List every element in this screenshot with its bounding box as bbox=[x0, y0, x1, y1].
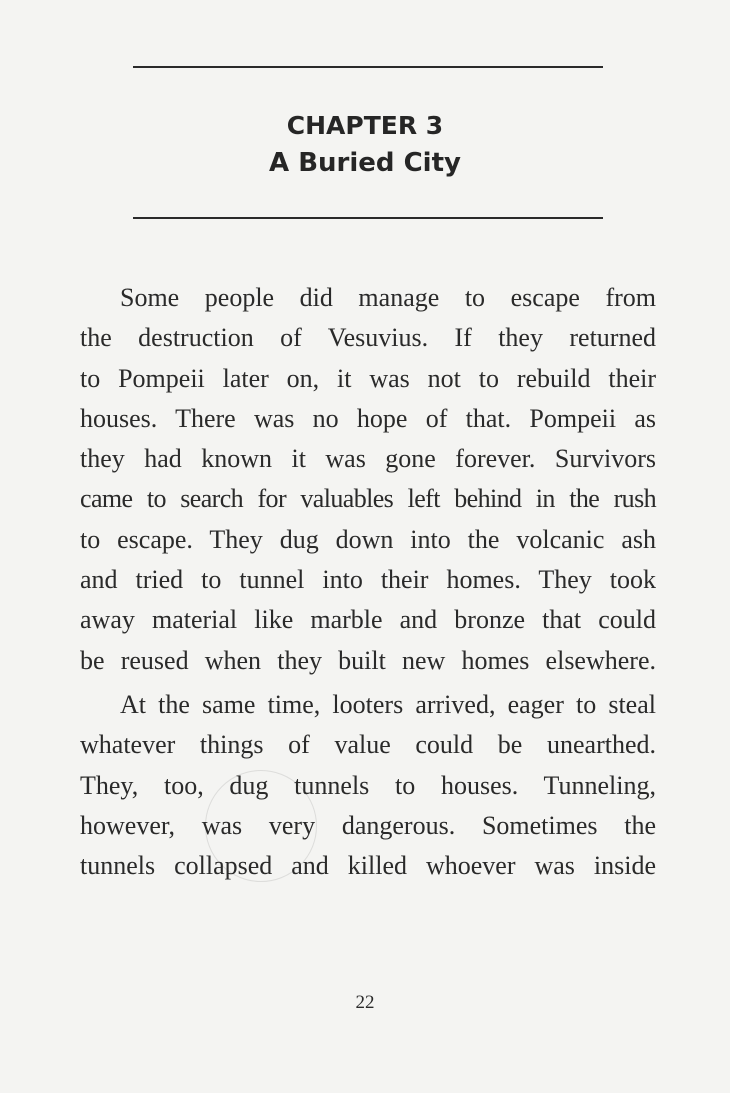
text-line: tunnels collapsed and killed whoever was inside bbox=[80, 851, 656, 881]
top-divider bbox=[133, 66, 603, 68]
text-line: to escape. They dug down into the volcanic ash bbox=[80, 524, 656, 554]
text-line: to Pompeii later on, it was not to rebuild their bbox=[80, 363, 656, 393]
text-line: At the same time, looters arrived, eager to steal bbox=[120, 689, 656, 719]
text-line: came to search for valuables left behind in the rush bbox=[80, 484, 656, 514]
text-line: the destruction of Vesuvius. If they returned bbox=[80, 323, 656, 353]
text-line: They, too, dug tunnels to houses. Tunneling, bbox=[80, 770, 656, 800]
text-line: whatever things of value could be unearthed. bbox=[80, 730, 656, 760]
chapter-body bbox=[80, 278, 656, 886]
chapter-title: A Buried City bbox=[269, 148, 461, 178]
bottom-divider bbox=[133, 217, 603, 219]
chapter-number: CHAPTER 3 bbox=[286, 111, 444, 140]
text-line: away material like marble and bronze that could bbox=[80, 605, 656, 635]
text-line: houses. There was no hope of that. Pompeii as bbox=[80, 403, 656, 433]
text-line: however, was very dangerous. Sometimes the bbox=[80, 810, 656, 840]
text-line: and tried to tunnel into their homes. They took bbox=[80, 565, 656, 595]
paragraph-1 bbox=[80, 278, 656, 681]
text-line: they had known it was gone forever. Survivors bbox=[80, 444, 656, 474]
text-line: Some people did manage to escape from bbox=[120, 283, 656, 312]
text-line: be reused when they built new homes elsewhere. bbox=[80, 645, 656, 675]
paragraph-2 bbox=[80, 685, 656, 886]
page-number: 22 bbox=[355, 992, 375, 1013]
